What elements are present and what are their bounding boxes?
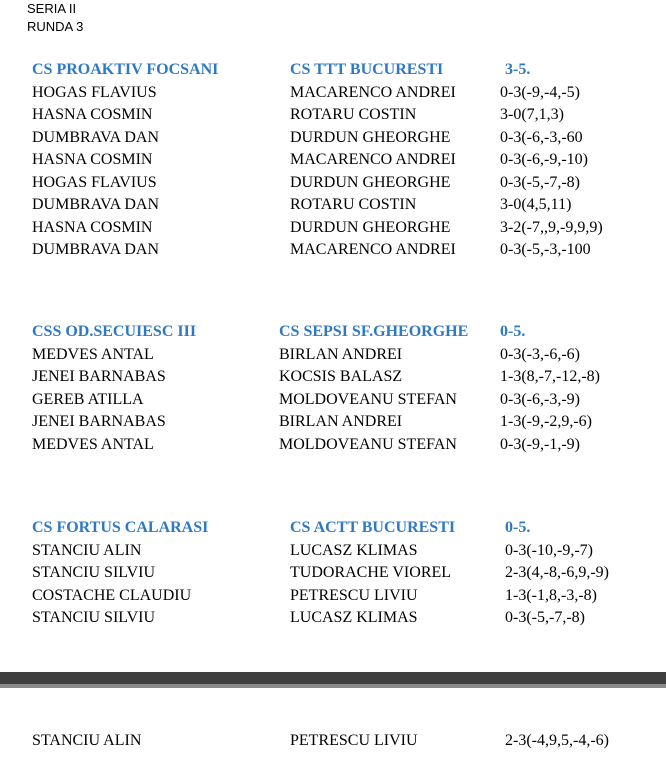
match-header-row [0, 517, 666, 540]
home-player: HASNA COSMIN [32, 218, 153, 236]
game-row [0, 149, 666, 172]
home-team-name: CS PROAKTIV FOCSANI [32, 61, 219, 78]
home-player: STANCIU SILVIU [32, 564, 156, 581]
game-row [0, 585, 666, 608]
game-result: 3-0(4,5,11) [500, 196, 572, 213]
match-score: 0-5. [500, 323, 526, 340]
away-team-name: CS SEPSI SF.GHEORGHE [279, 323, 469, 340]
away-player: DURDUN GHEORGHE [290, 128, 451, 146]
game-result: 0-3(-6,-3,-9) [500, 390, 580, 408]
home-player: HASNA COSMIN [32, 151, 153, 168]
game-row [0, 434, 666, 457]
page-break-divider [0, 672, 666, 688]
match-block [0, 517, 666, 630]
game-row [0, 217, 666, 240]
game-row [0, 562, 666, 585]
game-row [0, 194, 666, 217]
document-header [27, 0, 83, 36]
match-block [0, 59, 666, 262]
away-player: PETRESCU LIVIU [290, 586, 418, 604]
away-player: MACARENCO ANDREI [290, 151, 456, 168]
match-header-row [0, 59, 666, 82]
game-row [0, 127, 666, 150]
home-player: HASNA COSMIN [32, 106, 153, 123]
game-result: 0-3(-6,-9,-10) [500, 151, 588, 168]
game-result: 0-3(-3,-6,-6) [500, 345, 580, 363]
home-team-name: CSS OD.SECUIESC III [32, 323, 197, 340]
away-team-name: CS ACTT BUCURESTI [290, 519, 456, 536]
home-player: JENEI BARNABAS [32, 413, 166, 430]
game-result: 0-3(-5,-3,-100 [500, 241, 591, 258]
match-score: 3-5. [505, 61, 531, 78]
game-row [0, 344, 666, 367]
away-player: LUCASZ KLIMAS [290, 541, 418, 559]
game-result: 0-3(-10,-9,-7) [505, 541, 593, 559]
game-row [0, 239, 666, 262]
away-player: BIRLAN ANDREI [279, 345, 403, 363]
seria-label: SERIA II [27, 1, 77, 16]
home-player: COSTACHE CLAUDIU [32, 586, 192, 604]
home-player: HOGAS FLAVIUS [32, 83, 157, 101]
away-player: PETRESCU LIVIU [290, 732, 418, 749]
game-result: 1-3(-9,-2,9,-6) [500, 413, 592, 430]
home-player: MEDVES ANTAL [32, 435, 154, 453]
game-result: 0-3(-9,-1,-9) [500, 435, 580, 453]
game-result: 3-0(7,1,3) [500, 106, 564, 123]
runda-label: RUNDA 3 [27, 19, 84, 34]
home-player: DUMBRAVA DAN [32, 241, 159, 258]
home-player: DUMBRAVA DAN [32, 128, 159, 146]
home-player: MEDVES ANTAL [32, 345, 154, 363]
game-result: 0-3(-6,-3,-60 [500, 128, 583, 146]
away-player: MACARENCO ANDREI [290, 83, 456, 101]
game-row [0, 389, 666, 412]
game-result: 2-3(4,-8,-6,9,-9) [505, 564, 609, 581]
away-player: ROTARU COSTIN [290, 196, 417, 213]
away-player: TUDORACHE VIOREL [290, 564, 452, 581]
game-row [0, 172, 666, 195]
home-player: STANCIU SILVIU [32, 609, 156, 626]
game-result: 0-3(-5,-7,-8) [505, 609, 585, 626]
game-result: 1-3(8,-7,-12,-8) [500, 368, 600, 385]
away-player: MACARENCO ANDREI [290, 241, 456, 258]
game-result: 3-2(-7,,9,-9,9,9) [500, 218, 603, 236]
home-player: GEREB ATILLA [32, 390, 144, 408]
match-score: 0-5. [505, 519, 531, 536]
away-player: BIRLAN ANDREI [279, 413, 403, 430]
away-player: DURDUN GHEORGHE [290, 173, 451, 191]
away-player: MOLDOVEANU STEFAN [279, 390, 457, 408]
game-row [0, 104, 666, 127]
home-player: STANCIU ALIN [32, 541, 142, 559]
game-result: 1-3(-1,8,-3,-8) [505, 586, 597, 604]
away-player: ROTARU COSTIN [290, 106, 417, 123]
home-player: HOGAS FLAVIUS [32, 173, 157, 191]
game-row [0, 540, 666, 563]
home-player: STANCIU ALIN [32, 732, 142, 749]
match-header-row [0, 321, 666, 344]
home-player: DUMBRAVA DAN [32, 196, 159, 213]
game-row [0, 366, 666, 389]
game-row [0, 607, 666, 630]
game-result: 2-3(-4,9,5,-4,-6) [505, 732, 609, 749]
home-team-name: CS FORTUS CALARASI [32, 519, 209, 536]
game-result: 0-3(-9,-4,-5) [500, 83, 580, 101]
away-player: DURDUN GHEORGHE [290, 218, 451, 236]
match-block [0, 321, 666, 456]
away-player: LUCASZ KLIMAS [290, 609, 418, 626]
game-row [0, 82, 666, 105]
home-player: JENEI BARNABAS [32, 368, 166, 385]
away-team-name: CS TTT BUCURESTI [290, 61, 444, 78]
page-break-edge [0, 684, 666, 688]
game-result: 0-3(-5,-7,-8) [500, 173, 580, 191]
away-player: KOCSIS BALASZ [279, 368, 403, 385]
game-row [0, 411, 666, 434]
game-row [0, 730, 666, 753]
away-player: MOLDOVEANU STEFAN [279, 435, 457, 453]
continued-game-block [0, 730, 666, 753]
